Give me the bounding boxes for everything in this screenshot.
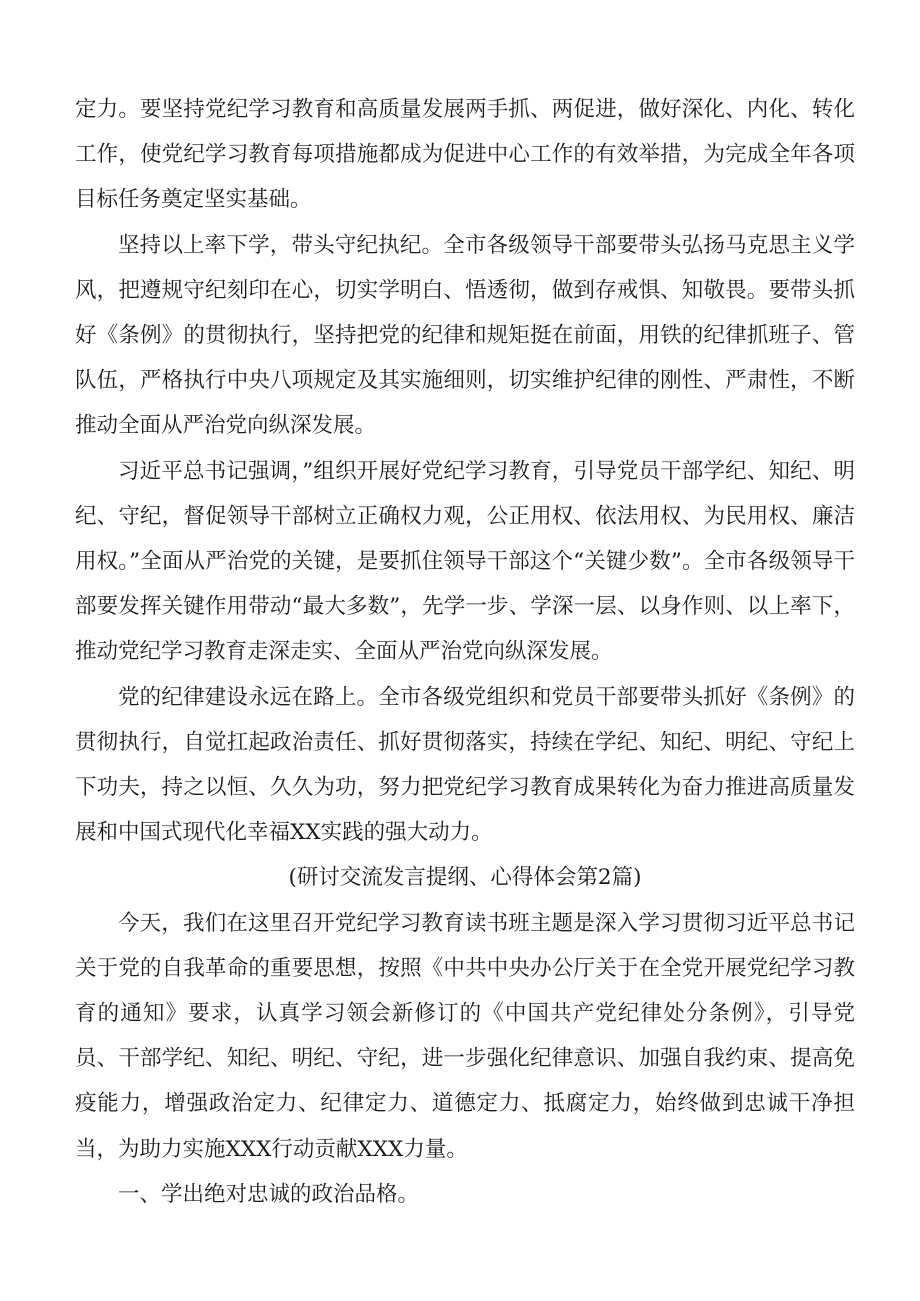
paragraph-continuation: 定力。要坚持党纪学习教育和高质量发展两手抓、两促进，做好深化、内化、转化工作，使党纪学习教育每项措施都成为促进中心工作的有效举措，为完成全年各项目标任务奠定坚实基础。 bbox=[75, 97, 855, 213]
paragraph-point-one: 一、学出绝对忠诚的政治品格。 bbox=[118, 1181, 420, 1207]
paragraph-quote: 习近平总书记强调，”组织开展好党纪学习教育，引导党员干部学纪、知纪、明纪、守纪，督促领导干部树立正确权力观，公正用权、依法用权、为民用权、廉洁用权。”全面从严治党的关键，是要抓住领导干部这个“关键少数”。全市各级领导干部要发挥关键作用带动“最大多数”，先学一步、学深一层、以身作则、以上率下，推动党纪学习教育走深走实、全面从严治党向纵深发展。 bbox=[75, 458, 855, 665]
section-heading: (研讨交流发言提纲、心得体会第2篇) bbox=[288, 865, 642, 891]
paragraph-opening: 今天，我们在这里召开党纪学习教育读书班主题是深入学习贯彻习近平总书记关于党的自我革命的重要思想，按照《中共中央办公厅关于在全党开展党纪学习教育的通知》要求，认真学习领会新修订的《中国共产党纪律处分条例》，引导党员、干部学纪、知纪、明纪、守纪，进一步强化纪律意识、加强自我约束、提高免疫能力，增强政治定力、纪律定力、道德定力、抵腐定力，始终做到忠诚干净担当，为助力实施XXX行动贡献XXX力量。 bbox=[75, 910, 855, 1162]
paragraph-discipline-building: 党的纪律建设永远在路上。全市各级党组织和党员干部要带头抓好《条例》的贯彻执行，自觉扛起政治责任、抓好贯彻落实，持续在学纪、知纪、明纪、守纪上下功夫，持之以恒、久久为功，努力把党纪学习教育成果转化为奋力推进高质量发展和中国式现代化幸福XX实践的强大动力。 bbox=[75, 684, 855, 846]
paragraph-lead-by-example: 坚持以上率下学，带头守纪执纪。全市各级领导干部要带头弘扬马克思主义学风，把遵规守纪刻印在心，切实学明白、悟透彻，做到存戒惧、知敬畏。要带头抓好《条例》的贯彻执行，坚持把党的纪律和规矩挺在前面，用铁的纪律抓班子、管队伍，严格执行中央八项规定及其实施细则，切实维护纪律的刚性、严肃性，不断推动全面从严治党向纵深发展。 bbox=[75, 232, 855, 439]
document-body bbox=[75, 87, 855, 1217]
